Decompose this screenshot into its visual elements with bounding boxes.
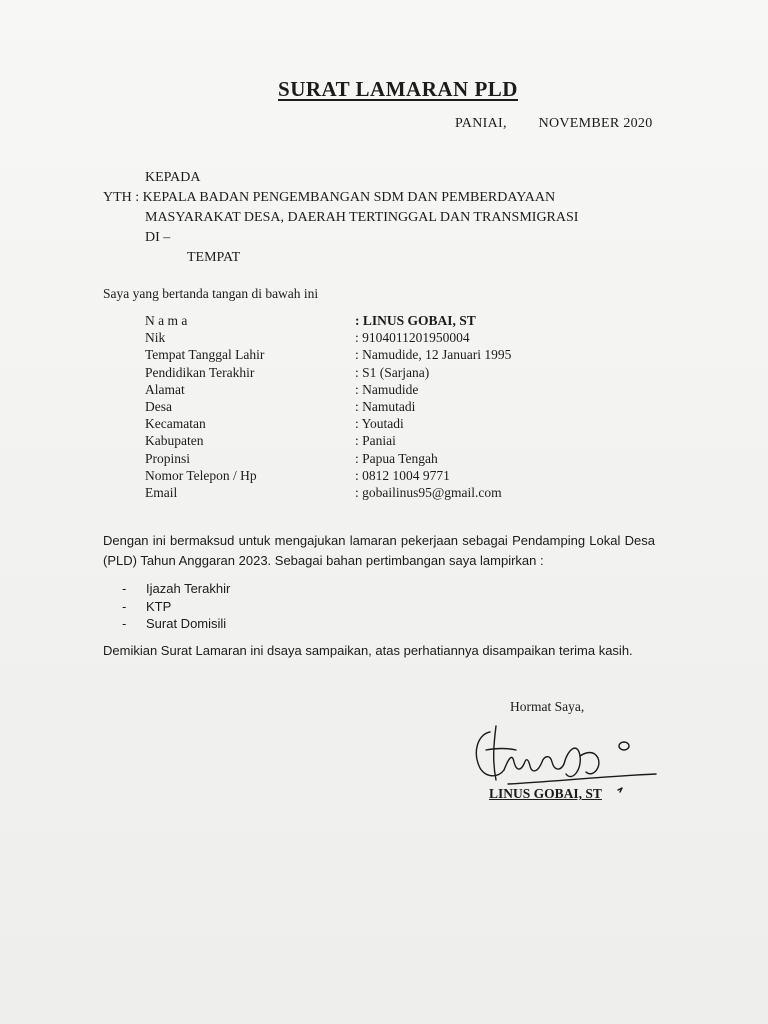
field-row bbox=[145, 484, 511, 501]
list-item-text: Ijazah Terakhir bbox=[146, 581, 231, 596]
bullet-dash: - bbox=[122, 598, 127, 614]
letter-date bbox=[455, 116, 653, 132]
field-row bbox=[145, 312, 511, 329]
field-row bbox=[145, 432, 511, 449]
field-label: Desa bbox=[145, 399, 172, 415]
field-label: Alamat bbox=[145, 381, 185, 397]
field-label: Nomor Telepon / Hp bbox=[145, 467, 257, 483]
field-label: N a m a bbox=[145, 313, 188, 328]
field-label: Pendidikan Terakhir bbox=[145, 364, 255, 380]
recipient-line-2: MASYARAKAT DESA, DAERAH TERTINGGAL DAN TRANSMIGRASI bbox=[145, 210, 579, 225]
signer-name: LINUS GOBAI, ST bbox=[489, 786, 602, 801]
bullet-dash: - bbox=[122, 616, 127, 631]
field-row bbox=[145, 346, 511, 363]
bullet-dash: - bbox=[122, 581, 127, 596]
recipient-line-1-text: KEPALA BADAN PENGEMBANGAN SDM DAN PEMBERDAYAAN bbox=[142, 190, 556, 205]
regards-text: Hormat Saya, bbox=[510, 699, 585, 714]
closing-text: Demikian Surat Lamaran ini dsaya sampaikan, atas perhatiannya disampaikan terima kasih. bbox=[103, 643, 633, 658]
date-place: PANIAI, bbox=[455, 116, 507, 131]
letter-title: SURAT LAMARAN PLD bbox=[278, 77, 518, 101]
field-label: Email bbox=[145, 485, 178, 501]
recipient-line-1 bbox=[103, 188, 578, 208]
field-row bbox=[145, 364, 511, 381]
list-item bbox=[122, 598, 230, 616]
field-value: : gobailinus95@gmail.com bbox=[355, 485, 502, 501]
field-row bbox=[145, 398, 511, 415]
attachment-list bbox=[122, 580, 230, 633]
field-label: Kabupaten bbox=[145, 433, 204, 449]
field-value: : Youtadi bbox=[355, 416, 404, 432]
recipient-tempat: TEMPAT bbox=[187, 250, 241, 265]
field-value: : S1 (Sarjana) bbox=[355, 364, 430, 380]
recipient-kepada: KEPADA bbox=[145, 170, 201, 185]
field-label: Tempat Tanggal Lahir bbox=[145, 347, 265, 363]
field-row bbox=[145, 381, 511, 398]
list-item bbox=[122, 580, 230, 598]
field-value: : Paniai bbox=[355, 433, 396, 449]
field-value: : 9104011201950004 bbox=[355, 330, 470, 346]
field-value: : LINUS GOBAI, ST bbox=[355, 313, 476, 328]
field-row bbox=[145, 450, 511, 467]
recipient-block bbox=[103, 168, 578, 268]
field-value: : Namutadi bbox=[355, 399, 416, 415]
field-value: : 0812 1004 9771 bbox=[355, 467, 450, 483]
date-month-year: NOVEMBER 2020 bbox=[538, 116, 653, 131]
field-label: Kecamatan bbox=[145, 416, 206, 432]
field-row bbox=[145, 329, 511, 346]
field-row bbox=[145, 467, 511, 484]
field-value: : Namudide, 12 Januari 1995 bbox=[355, 347, 512, 363]
recipient-di: DI – bbox=[145, 230, 171, 245]
field-row bbox=[145, 415, 511, 432]
field-label: Propinsi bbox=[145, 450, 191, 466]
body-paragraph: Dengan ini bermaksud untuk mengajukan lamaran pekerjaan sebagai Pendamping Lokal Desa (PLD) Tahun Anggaran 2023. Sebagai bahan pertimbangan saya lampirkan : bbox=[103, 533, 655, 568]
applicant-fields bbox=[145, 312, 511, 501]
list-item-text: Surat Domisili bbox=[146, 616, 227, 631]
list-item bbox=[122, 615, 230, 633]
list-item-text: KTP bbox=[146, 598, 172, 614]
field-value: : Namudide bbox=[355, 381, 419, 397]
intro-text: Saya yang bertanda tangan di bawah ini bbox=[103, 286, 319, 301]
recipient-yth: YTH : bbox=[103, 190, 140, 205]
field-value: : Papua Tengah bbox=[355, 450, 438, 466]
field-label: Nik bbox=[145, 330, 166, 346]
